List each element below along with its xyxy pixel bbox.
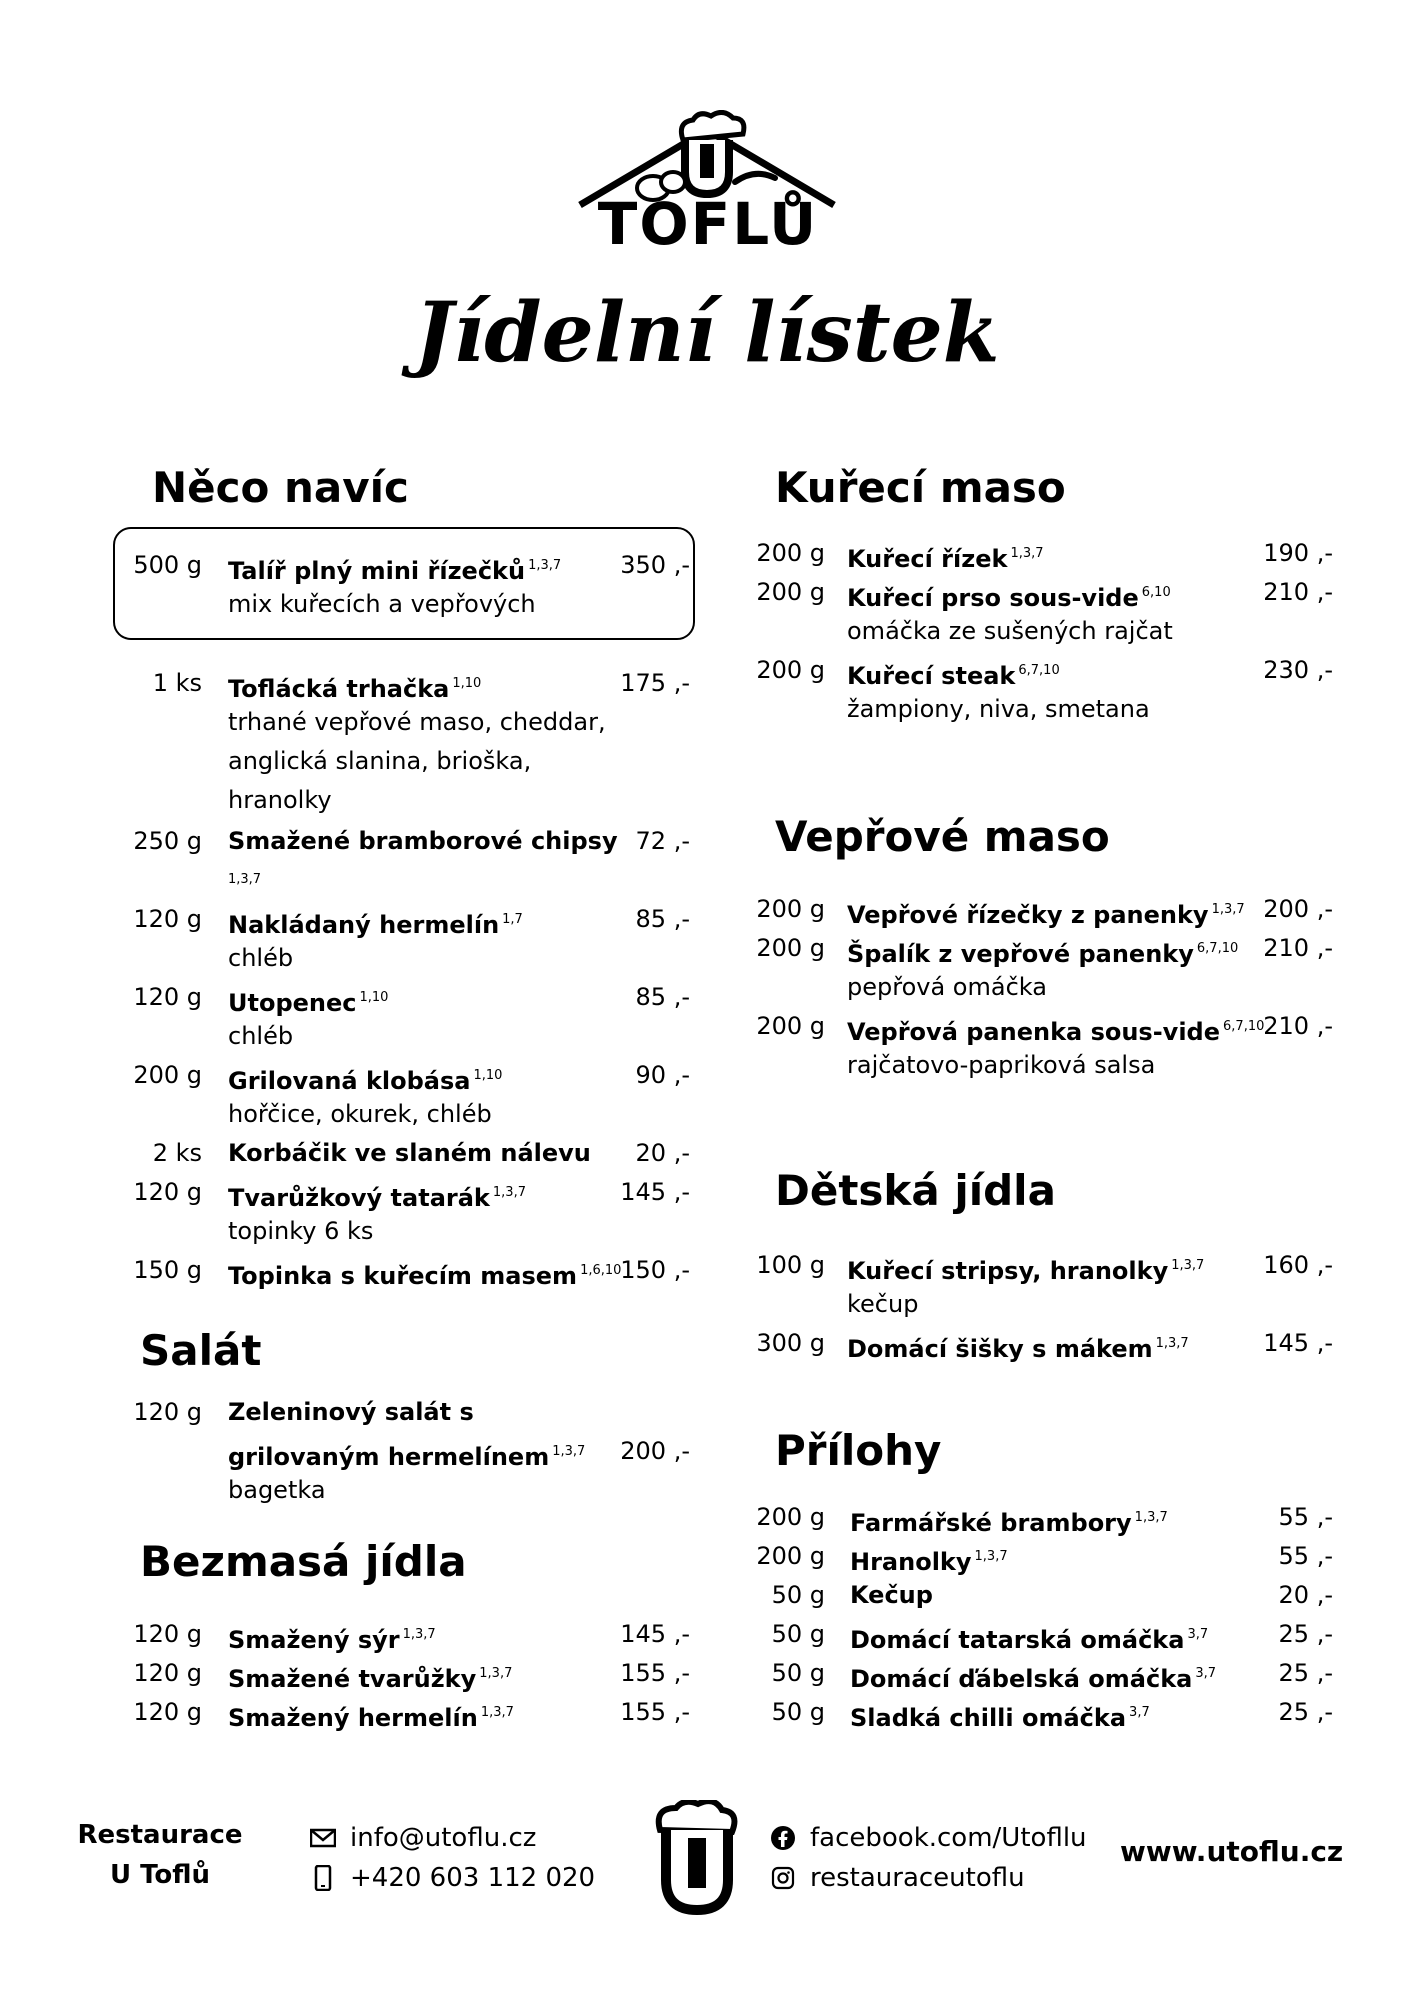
menu-item (120, 664, 690, 824)
item-desc: kečup (847, 1290, 919, 1318)
item-qty: 120 g (133, 983, 202, 1011)
footer-phone[interactable]: +420 603 112 020 (310, 1863, 595, 1893)
item-price: 25 ,- (1278, 1620, 1333, 1648)
item-price: 25 ,- (1278, 1698, 1333, 1726)
item-desc: chléb (228, 1022, 294, 1050)
item-qty: 200 g (756, 1503, 825, 1531)
menu-item (745, 1498, 1335, 1537)
item-allergens: 1,3,7 (974, 1549, 1008, 1564)
menu-item (120, 978, 690, 1056)
menu-item (745, 1576, 1335, 1615)
menu-item (120, 1134, 690, 1173)
item-price: 20 ,- (635, 1139, 690, 1167)
item-name-line2: grilovaným hermelínem $^{1,3,7}$ (228, 1443, 586, 1471)
menu-item (120, 1056, 690, 1134)
item-allergens: 1,7 (502, 912, 523, 927)
item-name: Smažené bramborové chipsy (228, 827, 618, 855)
item-allergens: 6,7,10 (1018, 663, 1060, 678)
menu-item (745, 1693, 1335, 1732)
item-desc: omáčka ze sušených rajčat (847, 617, 1173, 645)
item-qty: 150 g (133, 1256, 202, 1284)
item-allergens: 1,3,7 (479, 1666, 513, 1681)
item-name: Topinka s kuřecím masem $^{1,6,10}$ (228, 1262, 622, 1290)
menu-item (745, 1007, 1335, 1085)
menu-item (120, 1251, 690, 1290)
section-title-salat: Salát (140, 1326, 262, 1375)
item-qty: 120 g (133, 1178, 202, 1206)
section-title-kureci: Kuřecí maso (775, 463, 1066, 512)
item-allergens: 1,3,7 (402, 1627, 436, 1642)
item-price: 210 ,- (1263, 578, 1333, 606)
item-allergens: 1,10 (473, 1068, 503, 1083)
item-qty: 500 g (133, 551, 202, 579)
item-qty: 100 g (756, 1251, 825, 1279)
menu-item (745, 534, 1335, 573)
item-name: Zeleninový salát s (228, 1398, 474, 1426)
menu-item (120, 1393, 690, 1510)
item-price: 155 ,- (620, 1659, 690, 1687)
instagram-icon (770, 1865, 796, 1891)
item-price: 72 ,- (635, 827, 690, 855)
item-name: Kuřecí prso sous-vide $^{6,10}$ (847, 584, 1171, 612)
item-price: 85 ,- (635, 905, 690, 933)
item-desc: rajčatovo-papriková salsa (847, 1051, 1156, 1079)
item-desc: pepřová omáčka (847, 973, 1047, 1001)
item-name: Kuřecí řízek $^{1,3,7}$ (847, 545, 1044, 573)
menu-item (120, 546, 690, 626)
item-price: 160 ,- (1263, 1251, 1333, 1279)
item-price: 25 ,- (1278, 1659, 1333, 1687)
beer-mug-logo-icon (652, 1800, 742, 1915)
footer-facebook[interactable]: facebook.com/Utofllu (770, 1823, 1087, 1853)
item-price: 200 ,- (1263, 895, 1333, 923)
item-allergens: 1,3,7 (1211, 902, 1245, 917)
item-qty: 200 g (756, 1012, 825, 1040)
item-allergens: 1,3,7 (1171, 1258, 1205, 1273)
item-allergens: 1,10 (359, 990, 389, 1005)
item-qty: 50 g (771, 1581, 825, 1609)
item-qty: 120 g (133, 1698, 202, 1726)
item-price: 155 ,- (620, 1698, 690, 1726)
item-price: 90 ,- (635, 1061, 690, 1089)
item-qty: 1 ks (152, 669, 202, 697)
item-price: 145 ,- (620, 1178, 690, 1206)
item-price: 210 ,- (1263, 934, 1333, 962)
item-allergens: 1,3,7 (492, 1185, 526, 1200)
menu-item (745, 1654, 1335, 1693)
logo-wordmark: TOFLŮ (597, 190, 819, 258)
menu-item (745, 1615, 1335, 1654)
item-allergens: 3,7 (1195, 1666, 1217, 1681)
item-name: Vepřová panenka sous-vide $^{6,7,10}$ (847, 1018, 1265, 1046)
item-name: Tvarůžkový tatarák $^{1,3,7}$ (228, 1184, 526, 1212)
item-price: 175 ,- (620, 669, 690, 697)
item-allergens: 6,7,10 (1196, 941, 1239, 956)
item-name: Kečup (850, 1581, 933, 1609)
item-name: Domácí ďábelská omáčka $^{3,7}$ (850, 1665, 1217, 1693)
menu-item (745, 1324, 1335, 1363)
menu-item (745, 651, 1335, 729)
item-name: Smažený hermelín $^{1,3,7}$ (228, 1704, 514, 1732)
menu-item (120, 822, 690, 892)
item-qty: 120 g (133, 905, 202, 933)
item-name: Sladká chilli omáčka $^{3,7}$ (850, 1704, 1150, 1732)
section-title-prilohy: Přílohy (775, 1426, 942, 1475)
item-name: Nakládaný hermelín $^{1,7}$ (228, 911, 523, 939)
item-name: Smažený sýr $^{1,3,7}$ (228, 1626, 436, 1654)
item-desc: topinky 6 ks (228, 1217, 374, 1245)
item-price: 85 ,- (635, 983, 690, 1011)
item-allergens: 1,3,7 (528, 558, 562, 573)
footer-restaurant-name: Restaurace U Toflů (77, 1820, 243, 1890)
item-allergens: 1,3,7 (480, 1705, 514, 1720)
menu-item (745, 573, 1335, 651)
item-allergens: 1,3,7 (1155, 1336, 1189, 1351)
envelope-icon (310, 1825, 336, 1851)
item-price: 200 ,- (620, 1437, 690, 1465)
item-price: 145 ,- (1263, 1329, 1333, 1357)
phone-icon (310, 1865, 336, 1891)
item-price: 55 ,- (1278, 1503, 1333, 1531)
item-name: Toflácká trhačka $^{1,10}$ (228, 675, 482, 703)
item-name: Smažené tvarůžky $^{1,3,7}$ (228, 1665, 513, 1693)
item-price: 230 ,- (1263, 656, 1333, 684)
menu-item (745, 929, 1335, 1007)
section-title-neco-navic: Něco navíc (152, 463, 409, 512)
item-allergens: 3,7 (1129, 1705, 1150, 1720)
page-title: Jídelní lístek (414, 285, 1000, 381)
menu-item (120, 1654, 690, 1693)
footer-website-link[interactable]: www.utoflu.cz (1120, 1835, 1344, 1868)
item-desc: bagetka (228, 1476, 326, 1504)
item-allergens: 1,3,7 (552, 1444, 586, 1459)
item-qty: 200 g (133, 1061, 202, 1089)
menu-item (120, 900, 690, 978)
menu-item (120, 1615, 690, 1654)
footer-instagram[interactable]: restauraceutoflu (770, 1863, 1025, 1893)
item-qty: 200 g (756, 539, 825, 567)
item-qty: 200 g (756, 895, 825, 923)
item-desc: mix kuřecích a vepřových (228, 590, 536, 618)
item-name: Domácí šišky s mákem $^{1,3,7}$ (847, 1335, 1189, 1363)
item-allergens: 1,3,7 (1010, 546, 1044, 561)
item-qty: 250 g (133, 827, 202, 855)
item-qty: 120 g (133, 1398, 202, 1426)
item-desc: žampiony, niva, smetana (847, 695, 1150, 723)
item-name: Utopenec $^{1,10}$ (228, 989, 389, 1017)
item-name: Grilovaná klobása $^{1,10}$ (228, 1067, 503, 1095)
item-allergens: 6,10 (1141, 585, 1171, 600)
item-price: 55 ,- (1278, 1542, 1333, 1570)
item-price: 210 ,- (1263, 1012, 1333, 1040)
item-qty: 200 g (756, 934, 825, 962)
item-allergens: 3,7 (1187, 1627, 1209, 1642)
item-allergens: 1,3,7 (228, 872, 262, 887)
item-allergens: 1,6,10 (580, 1263, 622, 1278)
item-name: Domácí tatarská omáčka $^{3,7}$ (850, 1626, 1209, 1654)
item-qty: 120 g (133, 1659, 202, 1687)
item-name: Hranolky $^{1,3,7}$ (850, 1548, 1008, 1576)
item-price: 150 ,- (620, 1256, 690, 1284)
menu-item (120, 1693, 690, 1732)
menu-item (745, 1246, 1335, 1324)
item-name: Korbáčik ve slaném nálevu (228, 1139, 591, 1167)
section-title-bezmasa: Bezmasá jídla (140, 1537, 467, 1586)
item-allergens: 6,7,10 (1223, 1019, 1265, 1034)
menu-item (120, 1173, 690, 1251)
section-title-detska: Dětská jídla (775, 1166, 1056, 1215)
item-qty: 200 g (756, 656, 825, 684)
item-desc: trhané vepřové maso, cheddar, anglická slanina, brioška, hranolky (228, 708, 606, 814)
menu-item (745, 1537, 1335, 1576)
item-desc: hořčice, okurek, chléb (228, 1100, 492, 1128)
item-qty: 2 ks (152, 1139, 202, 1167)
item-name: Talíř plný mini řízečků $^{1,3,7}$ (228, 557, 562, 585)
item-price: 145 ,- (620, 1620, 690, 1648)
item-qty: 50 g (771, 1620, 825, 1648)
item-desc: chléb (228, 944, 294, 972)
item-qty: 50 g (771, 1698, 825, 1726)
item-allergens: 1,3,7 (1134, 1510, 1168, 1525)
item-name: Kuřecí steak $^{6,7,10}$ (847, 662, 1060, 690)
facebook-icon (770, 1825, 796, 1851)
item-qty: 200 g (756, 1542, 825, 1570)
item-price: 20 ,- (1278, 1581, 1333, 1609)
section-title-veprove: Vepřové maso (775, 812, 1110, 861)
item-qty: 120 g (133, 1620, 202, 1648)
item-allergens: 1,10 (452, 676, 482, 691)
item-price: 190 ,- (1263, 539, 1333, 567)
item-qty: 200 g (756, 578, 825, 606)
item-qty: 300 g (756, 1329, 825, 1357)
item-name: Kuřecí stripsy, hranolky $^{1,3,7}$ (847, 1257, 1205, 1285)
menu-item (745, 890, 1335, 929)
footer-email[interactable]: info@utoflu.cz (310, 1823, 536, 1853)
item-name: Špalík z vepřové panenky $^{6,7,10}$ (847, 940, 1239, 968)
item-name: Vepřové řízečky z panenky $^{1,3,7}$ (847, 901, 1245, 929)
item-qty: 50 g (771, 1659, 825, 1687)
item-name: Farmářské brambory $^{1,3,7}$ (850, 1509, 1168, 1537)
item-price: 350 ,- (620, 551, 690, 579)
